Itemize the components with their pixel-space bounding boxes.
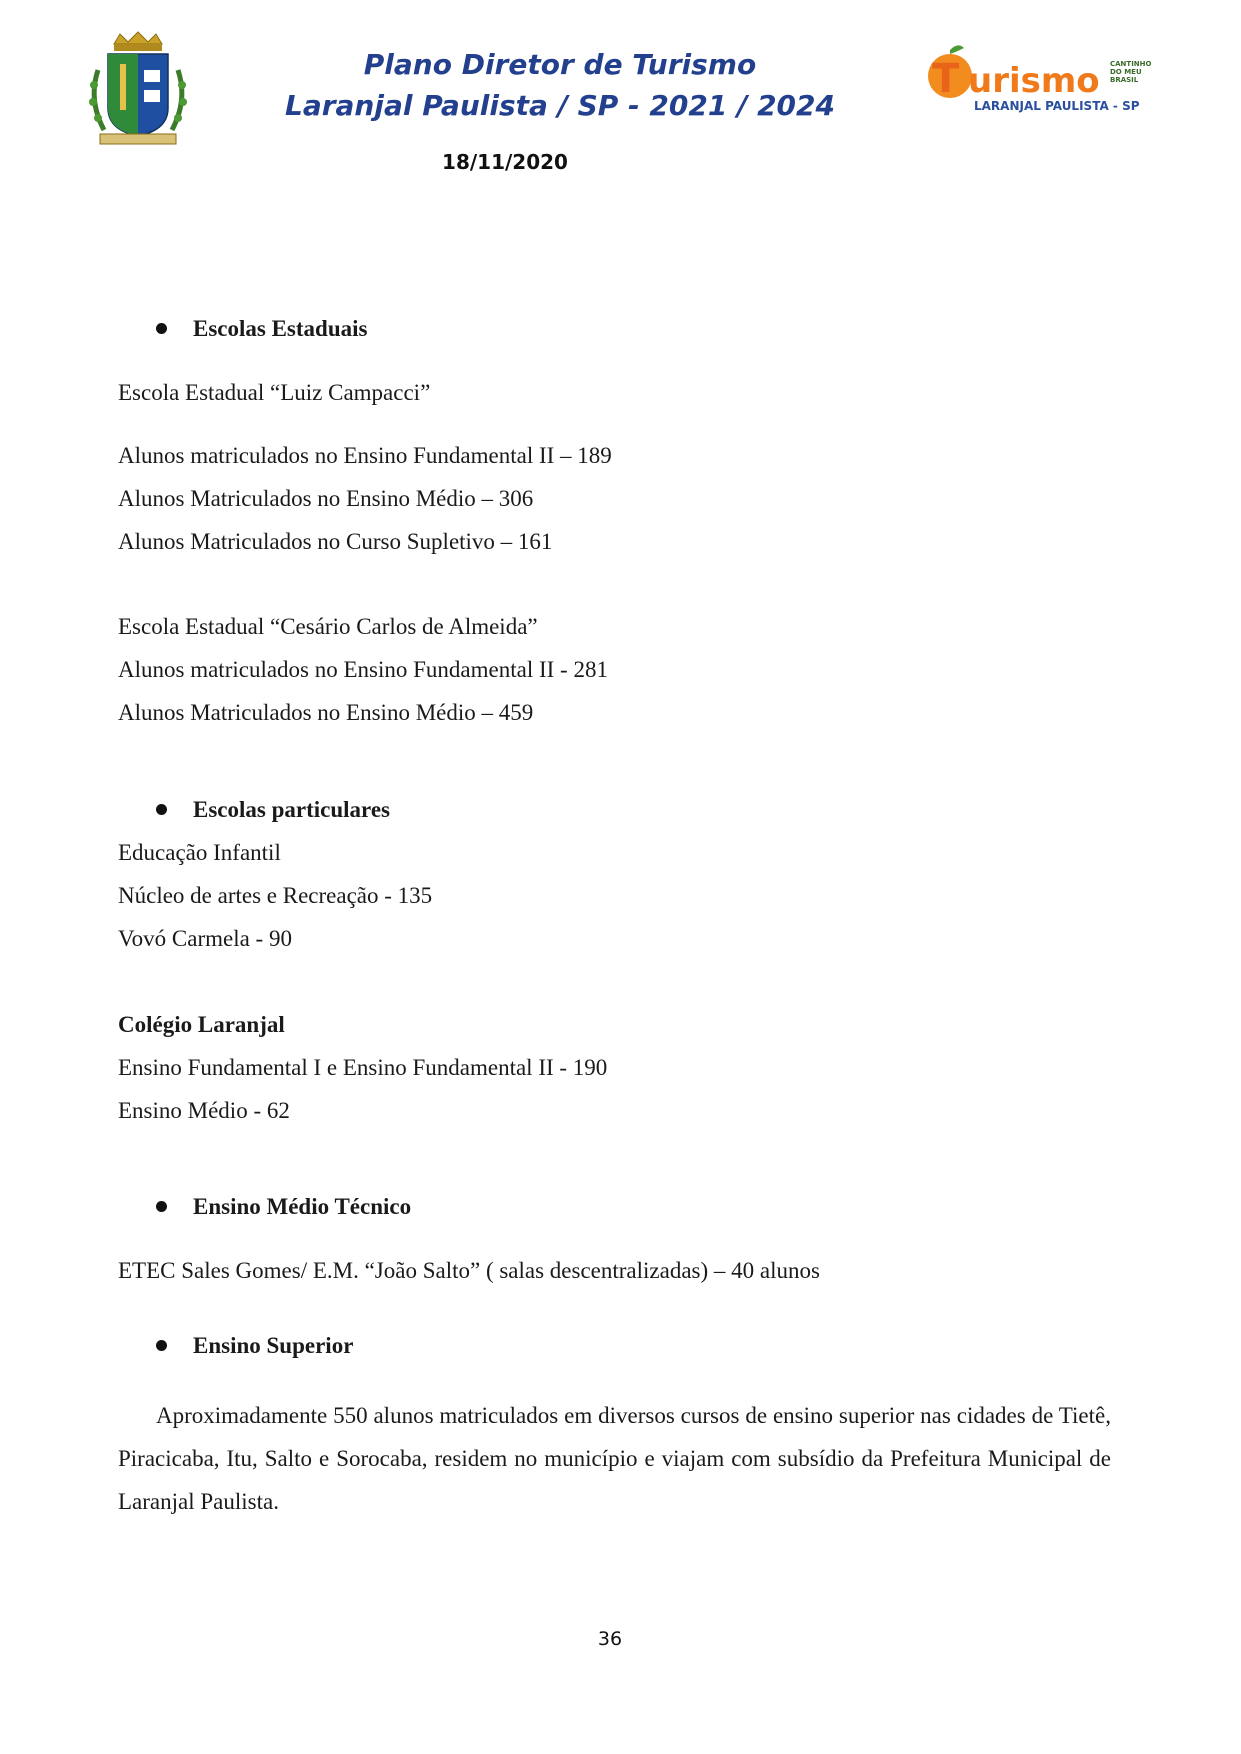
enrollment-line: Núcleo de artes e Recreação - 135 <box>118 883 433 908</box>
document-title <box>260 44 860 126</box>
school-name: Escola Estadual “Luiz Campacci” <box>118 380 431 405</box>
turismo-logo <box>920 40 1160 120</box>
bullet-icon <box>156 1201 167 1212</box>
superior-paragraph: Aproximadamente 550 alunos matriculados em diversos cursos de ensino superior nas cidades de Tietê, Piracicaba, Itu, Salto e Sorocaba, residem no município e viajam com subsídio da Prefeitura Municipal de Laranjal Paulista. <box>118 1403 1111 1514</box>
svg-text:LARANJAL PAULISTA - SP: LARANJAL PAULISTA - SP <box>974 99 1140 113</box>
bullet-icon <box>156 323 167 334</box>
enrollment-line: ETEC Sales Gomes/ E.M. “João Salto” ( salas descentralizadas) – 40 alunos <box>118 1258 820 1283</box>
enrollment-line: Alunos Matriculados no Curso Supletivo – 161 <box>118 529 553 554</box>
enrollment-line: Vovó Carmela - 90 <box>118 926 292 951</box>
document-date: 18/11/2020 <box>442 150 568 174</box>
svg-text:CANTINHO: CANTINHO <box>1110 60 1152 68</box>
title-line-1: Plano Diretor de Turismo <box>363 48 757 81</box>
page-number: 36 <box>597 1628 623 1650</box>
svg-text:DO MEU: DO MEU <box>1110 68 1142 76</box>
svg-text:urismo: urismo <box>968 61 1100 101</box>
enrollment-line: Alunos matriculados no Ensino Fundamental II - 281 <box>118 657 608 682</box>
svg-text:BRASIL: BRASIL <box>1110 76 1139 84</box>
municipal-coat-of-arms <box>84 30 192 148</box>
enrollment-line: Ensino Médio - 62 <box>118 1098 290 1123</box>
enrollment-line: Alunos matriculados no Ensino Fundamental II – 189 <box>118 443 612 468</box>
enrollment-line: Alunos Matriculados no Ensino Médio – 306 <box>118 486 534 511</box>
bullet-icon <box>156 804 167 815</box>
school-name: Escola Estadual “Cesário Carlos de Almeida” <box>118 614 538 639</box>
enrollment-line: Alunos Matriculados no Ensino Médio – 459 <box>118 700 534 725</box>
title-line-2: Laranjal Paulista / SP - 2021 / 2024 <box>284 89 836 122</box>
enrollment-line: Ensino Fundamental I e Ensino Fundamental II - 190 <box>118 1055 608 1080</box>
bullet-icon <box>156 1340 167 1351</box>
school-category: Educação Infantil <box>118 840 281 865</box>
svg-text:T: T <box>932 56 960 102</box>
school-name: Colégio Laranjal <box>118 1012 285 1037</box>
